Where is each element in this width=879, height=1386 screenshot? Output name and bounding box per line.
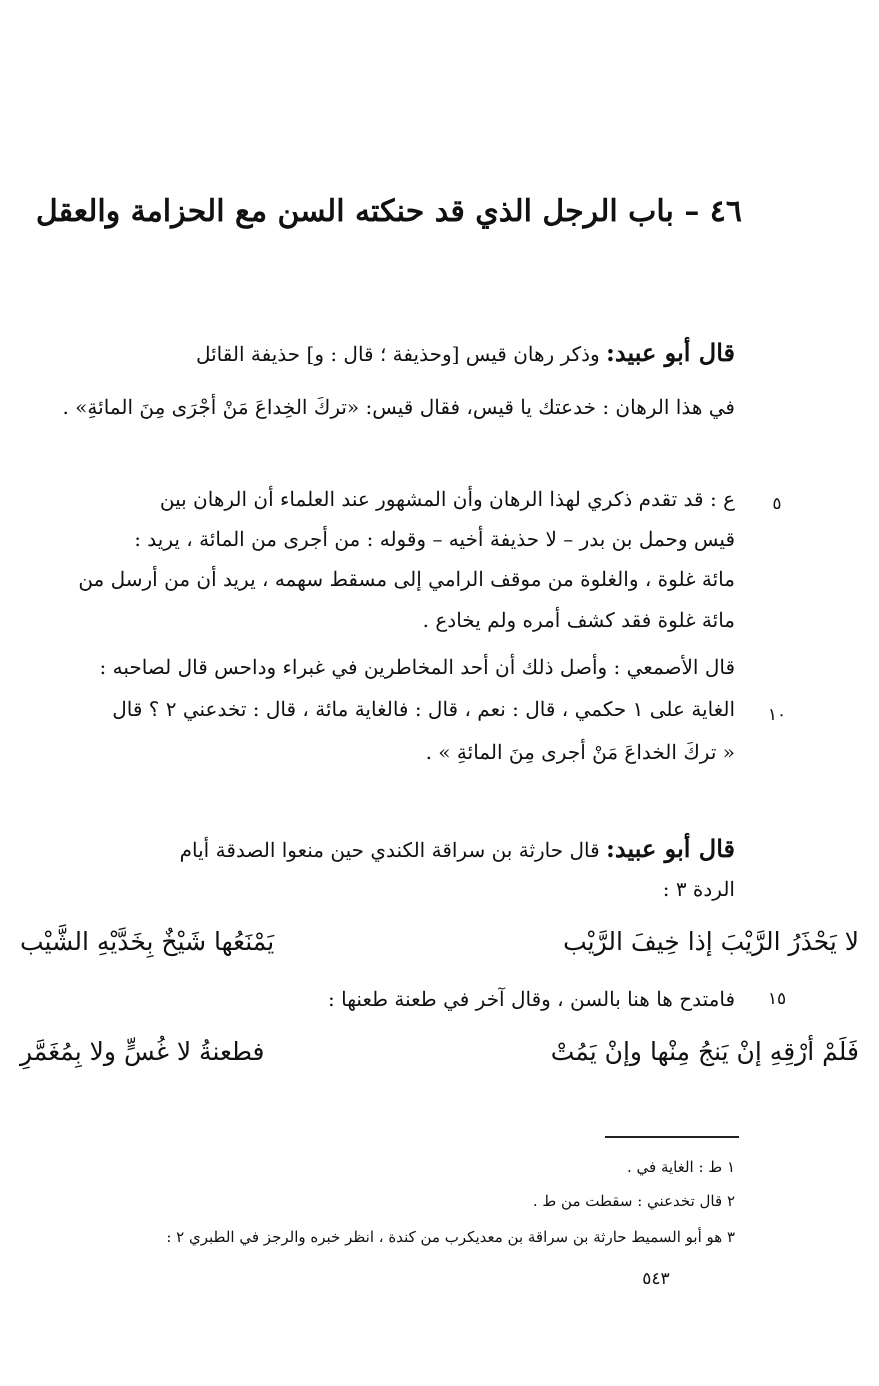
paragraph-3-line-3: « تركَ الخداعَ مَنْ أجرى مِنَ المائةِ » . xyxy=(425,740,735,764)
paragraph-4-line-2: الردة ٣ : xyxy=(662,877,735,901)
speaker-label: قال أبو عبيد: xyxy=(606,338,735,367)
paragraph-2-line-2: قيس وحمل بن بدر – لا حذيفة أخيه – وقوله : من أجرى من المائة ، يريد : xyxy=(134,527,735,551)
verse-1 xyxy=(20,922,859,962)
speaker-label: قال أبو عبيد: xyxy=(606,834,735,863)
paragraph-1-line-2: في هذا الرهان : خدعتك يا قيس، فقال قيس: «تركَ الخِداعَ مَنْ أجْرَى مِنَ المائةِ» . xyxy=(62,395,735,419)
footnote-divider xyxy=(605,1136,739,1138)
verse-hemistich: يَمْنَعُها شَيْخٌ بِخَدَّيْهِ الشَّيْب xyxy=(20,927,275,956)
footnote-1: ١ ط : الغاية في . xyxy=(626,1158,735,1176)
footnote-2: ٢ قال تخدعني : سقطت من ط . xyxy=(532,1192,735,1210)
paragraph-2-line-1: ع : قد تقدم ذكري لهذا الرهان وأن المشهور عند العلماء أن الرهان بين xyxy=(159,487,735,511)
chapter-title: ٤٦ – باب الرجل الذي قد حنكته السن مع الحزامة والعقل xyxy=(35,194,742,229)
paragraph-2-line-3: مائة غلوة ، والغلوة من موقف الرامي إلى مسقط سهمه ، يريد أن من أرسل من xyxy=(78,567,735,591)
verse-hemistich: لا يَحْذَرُ الرَّيْبَ إذا خِيفَ الرَّيْب xyxy=(563,927,859,956)
paragraph-3-line-2: الغاية على ١ حكمي ، قال : نعم ، قال : فالغاية مائة ، قال : تخدعني ٢ ؟ قال xyxy=(112,697,735,721)
paragraph-5-line-1: فامتدح ها هنا بالسن ، وقال آخر في طعنة طعنها : xyxy=(328,987,735,1011)
verse-2 xyxy=(20,1032,859,1072)
verse-hemistich: فطعنةُ لا غُسٍّ ولا بِمُغَمَّرِ xyxy=(20,1037,265,1066)
line-number-15: ١٥ xyxy=(767,989,787,1009)
line-number-10: ١٠ xyxy=(767,705,787,725)
paragraph-text: قال حارثة بن سراقة الكندي حين منعوا الصدقة أيام xyxy=(179,838,607,862)
paragraph-1-line-1 xyxy=(14,336,735,371)
verse-hemistich: فَلَمْ أرْقِهِ إنْ يَنجُ مِنْها وإنْ يَمُتْ xyxy=(550,1037,859,1066)
page-number: ٥٤٣ xyxy=(642,1269,670,1289)
paragraph-4-line-1 xyxy=(14,832,735,867)
footnote-3: ٣ هو أبو السميط حارثة بن سراقة بن معديكرب من كندة ، انظر خبره والرجز في الطبري ٢ : xyxy=(166,1228,735,1246)
line-number-5: ٥ xyxy=(772,494,782,514)
paragraph-2-line-4: مائة غلوة فقد كشف أمره ولم يخادع . xyxy=(422,608,735,632)
paragraph-text: وذكر رهان قيس [وحذيفة ؛ قال : و] حذيفة القائل xyxy=(195,342,607,366)
paragraph-3-line-1: قال الأصمعي : وأصل ذلك أن أحد المخاطرين في غبراء وداحس قال لصاحبه : xyxy=(99,655,735,679)
